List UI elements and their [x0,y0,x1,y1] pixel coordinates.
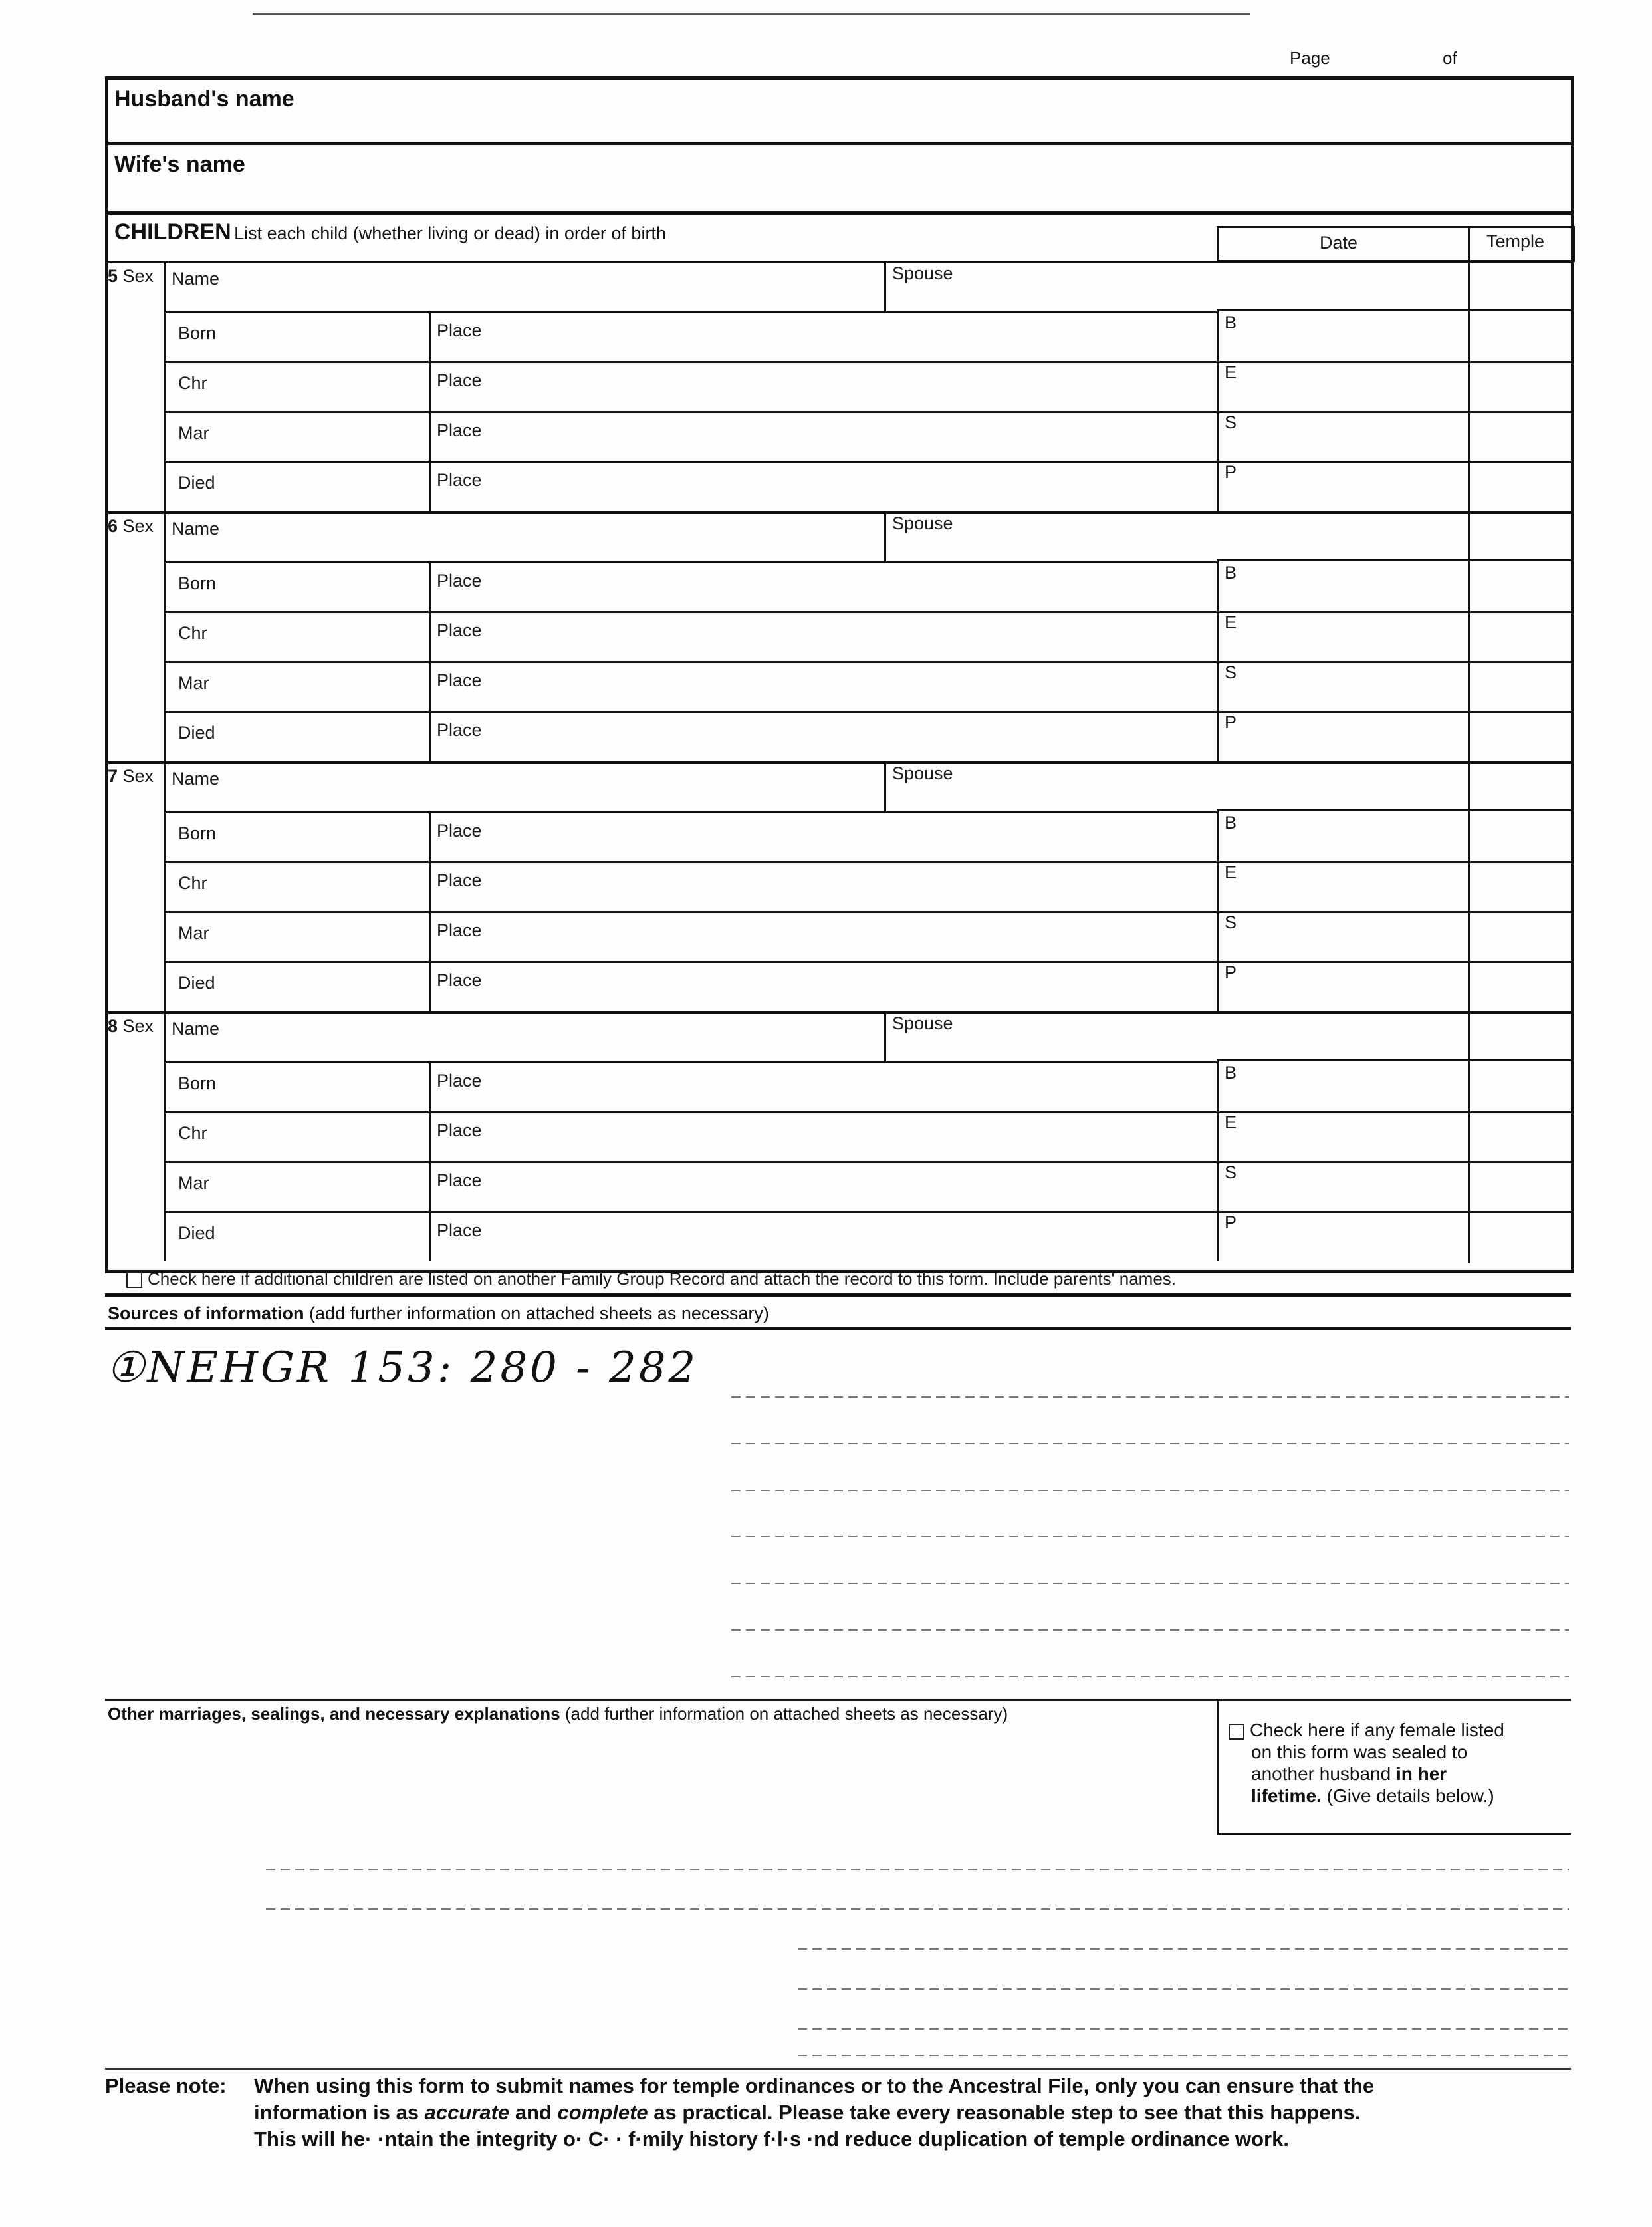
place-field-died[interactable]: Place [437,970,482,990]
place-field-died[interactable]: Place [437,720,482,740]
ruled-line [731,1396,1569,1398]
sex-label: Sex [122,1016,154,1036]
ordinance-S: S [1225,1162,1237,1182]
ordinance-B: B [1225,813,1237,833]
place-field-mar[interactable]: Place [437,420,482,440]
children-subtitle: List each child (whether living or dead) in order of birth [234,223,666,243]
please-note-line2d: complete [557,2101,648,2124]
sealed-line3a: another husband [1251,1764,1396,1784]
husband-divider [105,142,1571,145]
child-block-top-rule [105,511,1571,514]
ordinance-B: B [1225,313,1237,332]
sex-column-divider [164,1011,166,1261]
additional-children-note: Check here if additional children are listed on another Family Group Record and attach the record to this form. Include parents' names. [148,1269,1176,1289]
spouse-divider [884,1011,886,1061]
please-note-body [254,2073,1374,2153]
ruled-line [798,2055,1569,2056]
top-rule [253,13,1250,15]
sources-label-bold: Sources of information [108,1303,304,1323]
event-label-chr: Chr [178,623,207,643]
sex-column-divider [164,511,166,761]
event-row-rule [164,461,1571,463]
event-row-rule [164,1111,1571,1113]
spouse-divider [884,761,886,811]
ruled-line [731,1676,1569,1677]
event-label-mar: Mar [178,673,209,693]
sex-label: Sex [122,516,154,536]
ruled-line [798,1988,1569,1990]
sealed-line1: Check here if any female listed [1250,1720,1504,1740]
sources-handwritten-entry: ①NEHGR 153: 280 - 282 [106,1343,699,1392]
sealed-line4a: lifetime. [1251,1785,1322,1806]
event-row-rule [164,961,1571,963]
child-number: 7 [108,766,123,786]
of-label: of [1443,48,1457,68]
ruled-line [731,1490,1569,1491]
place-column-divider [429,811,431,1011]
sealed-line4b: (Give details below.) [1321,1785,1494,1806]
wife-divider [105,211,1571,215]
date-header: Date [1320,233,1358,253]
children-header [114,219,666,245]
ruled-line [731,1443,1569,1444]
place-field-mar[interactable]: Place [437,920,482,940]
sealed-line2: on this form was sealed to [1251,1742,1468,1762]
temple-column-divider [1468,226,1470,1263]
wife-name-label: Wife's name [114,152,245,177]
ruled-line [731,1629,1569,1631]
event-label-died: Died [178,1223,215,1243]
child-block-top-rule [105,1011,1571,1014]
event-label-born: Born [178,573,217,593]
ordinance-S: S [1225,662,1237,682]
event-label-born: Born [178,323,217,343]
ordinance-B: B [1225,563,1237,583]
child-name-field[interactable]: Name [172,769,220,789]
name-row-rule [164,311,1217,313]
sealed-line3b: in her [1395,1764,1447,1784]
place-field-mar[interactable]: Place [437,670,482,690]
child-spouse-field[interactable]: Spouse [892,263,953,283]
child-block-top-rule [105,261,1571,263]
child-name-field[interactable]: Name [172,269,220,289]
event-label-died: Died [178,973,215,993]
additional-children-checkbox[interactable] [126,1272,142,1288]
name-row-rule [164,561,1217,563]
spouse-divider [884,261,886,311]
sealed-box-text[interactable] [1229,1719,1504,1807]
ordinance-E: E [1225,862,1237,882]
event-label-mar: Mar [178,423,209,443]
event-row-rule [164,1161,1571,1163]
event-label-mar: Mar [178,923,209,943]
sources-bottom-rule [105,1327,1571,1330]
child-name-field[interactable]: Name [172,1019,220,1039]
place-field-born[interactable]: Place [437,1071,482,1091]
child-name-field[interactable]: Name [172,519,220,539]
sources-label [108,1303,769,1324]
event-label-chr: Chr [178,1123,207,1143]
event-label-died: Died [178,723,215,743]
ordinance-P: P [1225,962,1237,982]
please-note-line2a: information is as [254,2101,425,2124]
child-number-sex [108,1016,154,1037]
place-field-chr[interactable]: Place [437,870,482,890]
ordinance-S: S [1225,412,1237,432]
ordinance-column-divider [1217,809,1219,1011]
event-row-rule [164,911,1571,913]
sources-label-rest: (add further information on attached sheets as necessary) [309,1303,769,1323]
event-row-rule [164,1211,1571,1213]
spouse-divider [884,511,886,561]
event-row-rule [164,361,1571,363]
child-block-top-rule [105,761,1571,764]
ordinance-E: E [1225,612,1237,632]
please-note-line3: This will he· ·ntain the integrity o· C· · f·mily history f·l·s ·nd reduce duplication of temple ordinance work. [254,2127,1289,2151]
children-title: CHILDREN [114,219,231,245]
other-marriages-label-bold: Other marriages, sealings, and necessary explanations [108,1704,560,1724]
sex-column-divider [164,761,166,1011]
ordinance-column-divider [1217,559,1219,761]
ordinance-P: P [1225,462,1237,482]
place-column-divider [429,561,431,761]
sealed-checkbox[interactable] [1229,1724,1244,1740]
ordinance-column-divider [1217,309,1219,511]
sex-label: Sex [122,266,154,286]
place-field-chr[interactable]: Place [437,620,482,640]
event-row-rule [164,711,1571,713]
additional-children-checkbox-row[interactable] [126,1269,1176,1289]
ruled-line [798,1948,1569,1950]
child-number: 8 [108,1016,123,1036]
event-label-died: Died [178,473,215,493]
child-spouse-field[interactable]: Spouse [892,1013,953,1033]
please-note-label: Please note: [105,2074,227,2097]
other-marriages-label [108,1704,1008,1724]
event-label-born: Born [178,1073,217,1093]
please-note-line2b: accurate [424,2101,510,2124]
event-label-mar: Mar [178,1173,209,1193]
ordinance-E: E [1225,362,1237,382]
ordinance-P: P [1225,712,1237,732]
ordinance-S: S [1225,912,1237,932]
temple-header: Temple [1486,231,1545,251]
place-field-chr[interactable]: Place [437,1120,482,1140]
ordinance-top-rule [1217,1059,1571,1061]
event-row-rule [164,861,1571,863]
child-number: 6 [108,516,123,536]
child-number-sex [108,266,154,287]
child-spouse-field[interactable]: Spouse [892,763,953,783]
place-column-divider [429,1061,431,1261]
sex-column-divider [164,261,166,511]
place-field-died[interactable]: Place [437,1220,482,1240]
name-row-rule [164,811,1217,813]
other-marriages-label-rest: (add further information on attached sheets as necessary) [564,1704,1008,1724]
ruled-line [731,1583,1569,1584]
event-label-born: Born [178,823,217,843]
event-label-chr: Chr [178,373,207,393]
ordinance-P: P [1225,1212,1237,1232]
sex-label: Sex [122,766,154,786]
place-field-mar[interactable]: Place [437,1170,482,1190]
child-spouse-field[interactable]: Spouse [892,513,953,533]
event-row-rule [164,611,1571,613]
event-row-rule [164,661,1571,663]
ordinance-E: E [1225,1113,1237,1132]
ordinance-column-divider [1217,1059,1219,1261]
name-row-rule [164,1061,1217,1063]
page-label: Page [1290,48,1330,68]
ruled-line [798,2028,1569,2030]
ordinance-top-rule [1217,809,1571,811]
ordinance-B: B [1225,1063,1237,1083]
place-field-born[interactable]: Place [437,321,482,340]
ordinance-top-rule [1217,559,1571,561]
ordinance-top-rule [1217,309,1571,311]
place-field-died[interactable]: Place [437,470,482,490]
place-field-born[interactable]: Place [437,571,482,590]
please-note-line1: When using this form to submit names for temple ordinances or to the Ancestral File, only you can ensure that the [254,2074,1375,2097]
child-number-sex [108,516,154,537]
note-top-rule [105,2068,1571,2070]
ruled-line [266,1869,1569,1870]
husband-name-label: Husband's name [114,86,295,112]
please-note-line2c: and [509,2101,558,2124]
place-field-born[interactable]: Place [437,821,482,841]
ruled-line [266,1908,1569,1910]
child-number-sex [108,766,154,787]
ruled-line [731,1536,1569,1537]
place-field-chr[interactable]: Place [437,370,482,390]
event-row-rule [164,411,1571,413]
event-label-chr: Chr [178,873,207,893]
sources-top-rule [105,1293,1571,1297]
place-column-divider [429,311,431,511]
child-number: 5 [108,266,123,286]
please-note-line2e: as practical. Please take every reasonable step to see that this happens. [648,2101,1361,2124]
